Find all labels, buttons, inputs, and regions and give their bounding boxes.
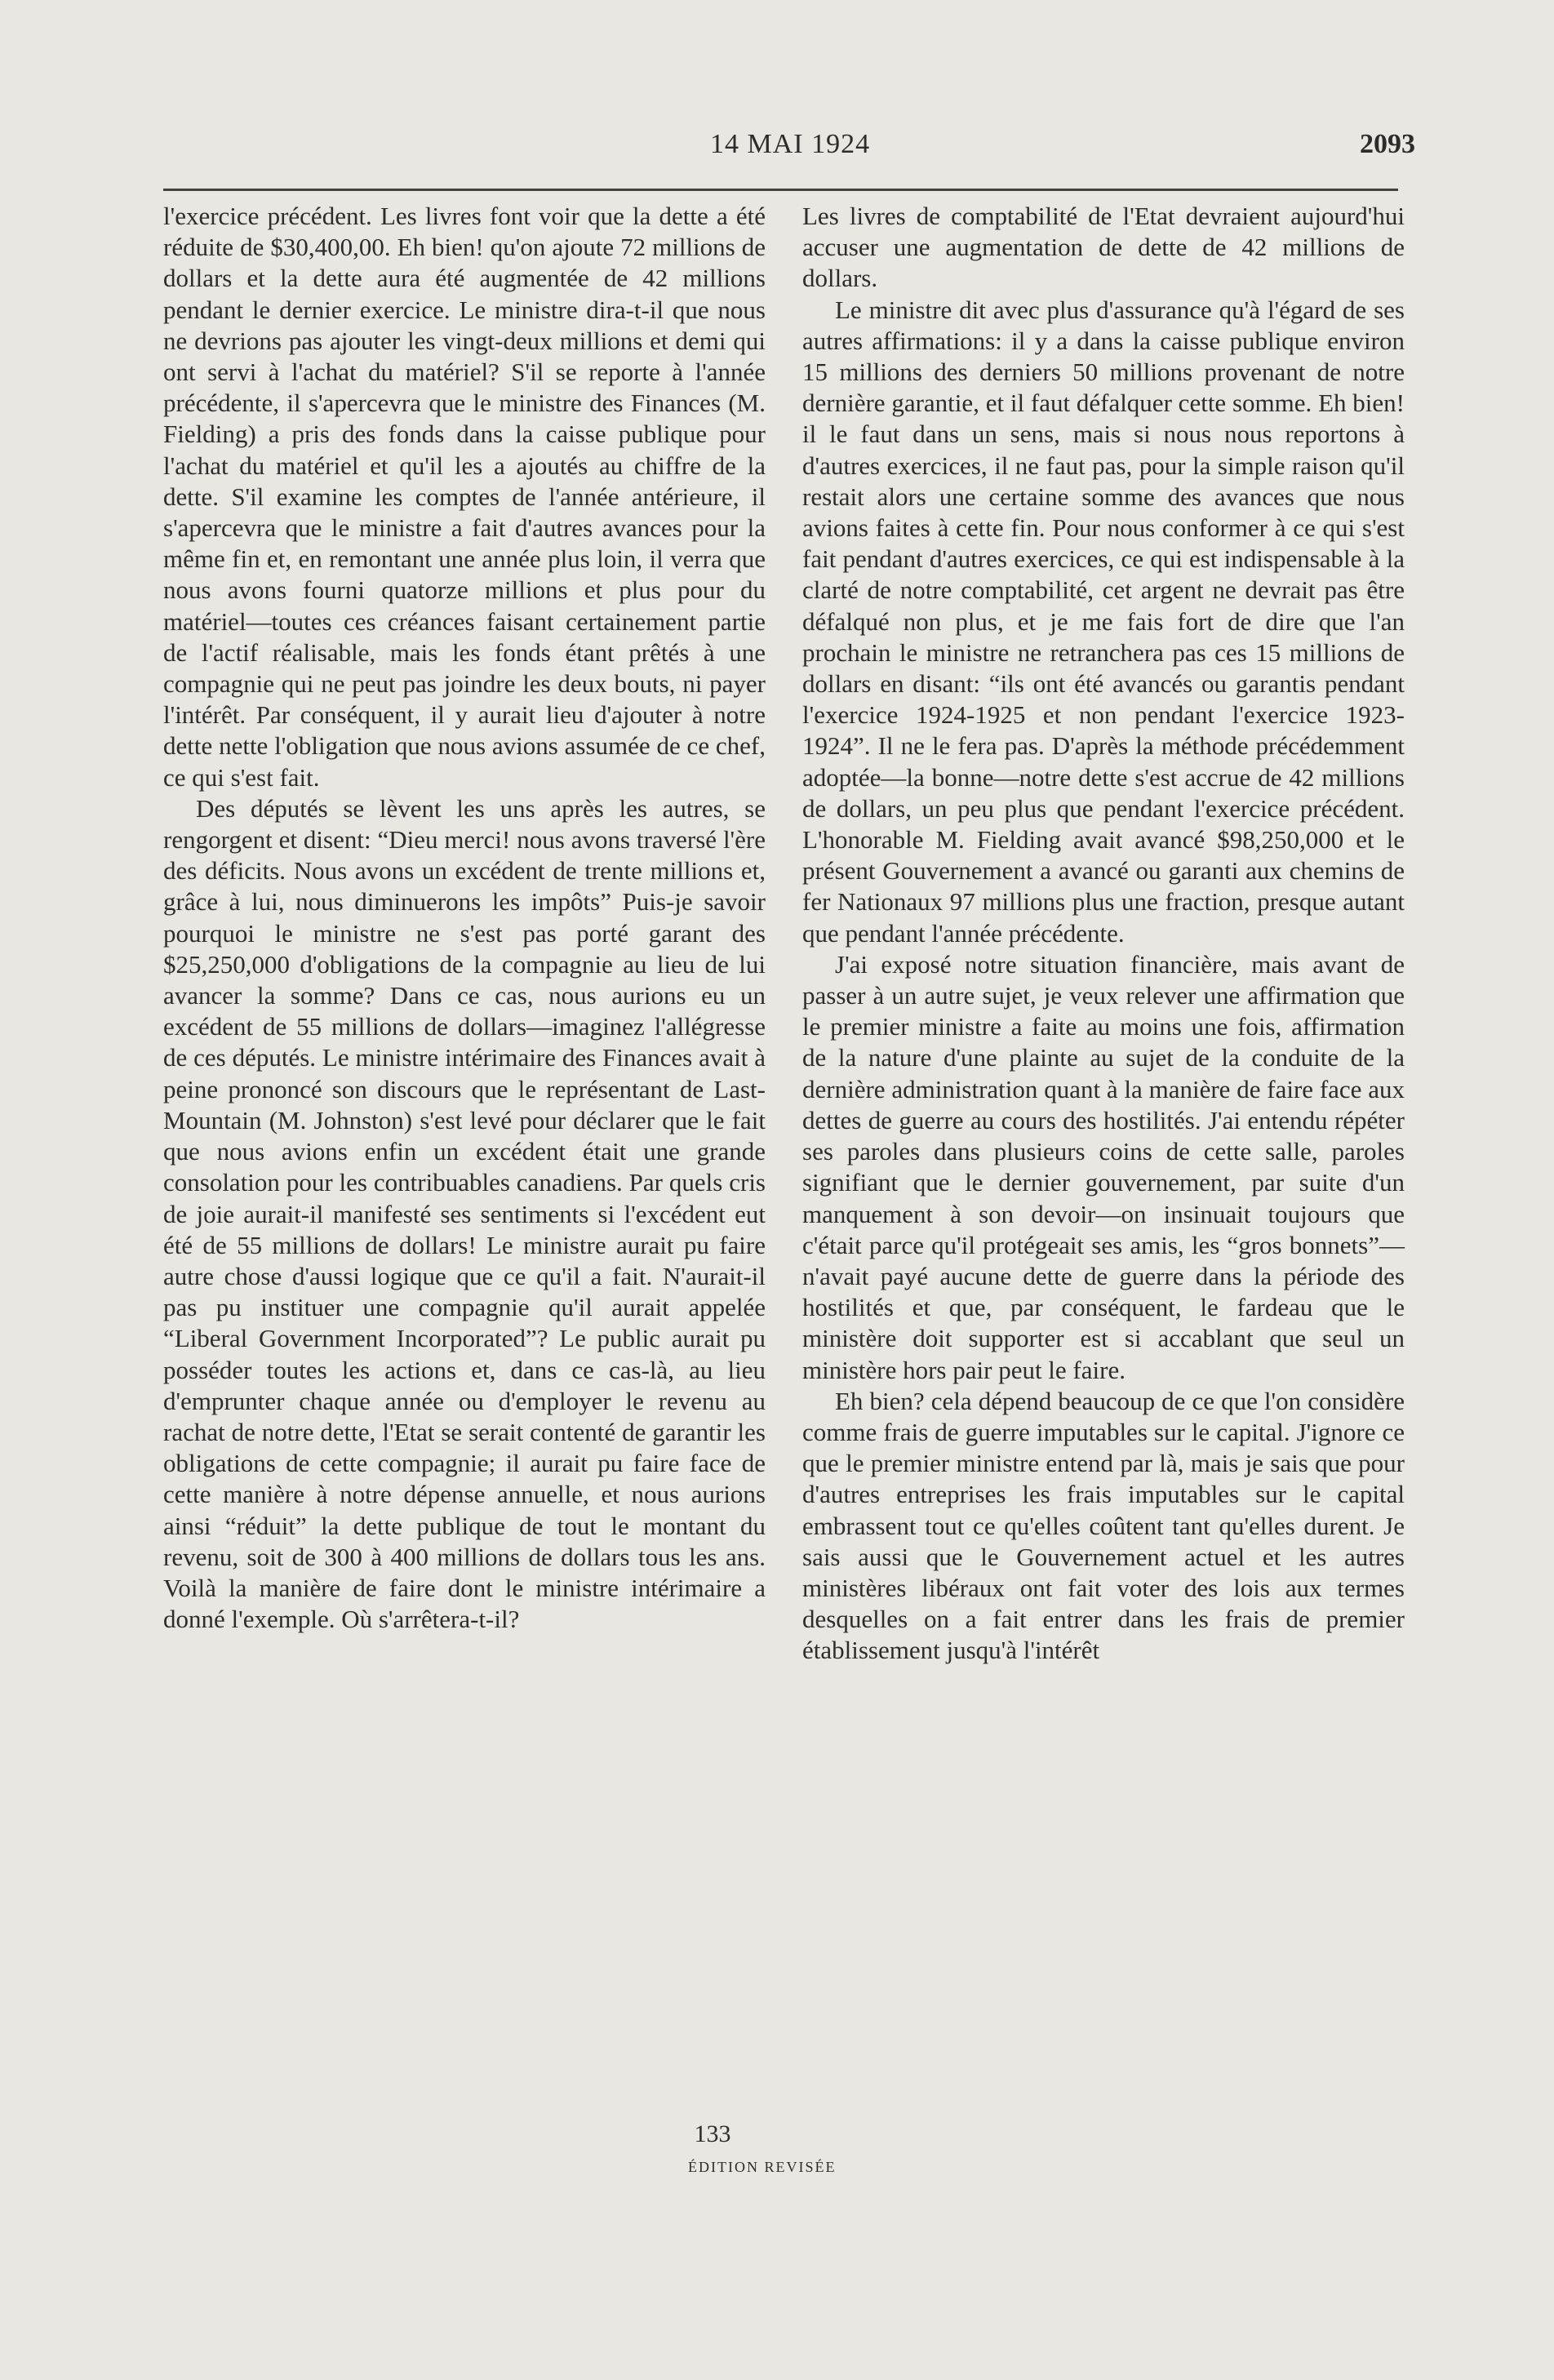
right-column	[802, 201, 1405, 1667]
signature-number: 133	[694, 2120, 731, 2147]
page-header	[0, 129, 1554, 170]
left-column	[163, 201, 766, 1635]
paragraph: Eh bien? cela dépend beaucoup de ce que l'on considère comme frais de guerre imputables sur le capital. J'ignore ce que le premier ministre entend par là, mais je sais que pour d'autres entreprises les frais imputables sur le capital embrassent tout ce qu'elles coûtent tant qu'elles durent. Je sais aussi que le Gouvernement actuel et les autres ministères libéraux ont fait voter des lois aux termes desquelles on a fait entrer dans les frais de premier établissement jusqu'à l'intérêt	[802, 1386, 1405, 1665]
header-rule	[163, 189, 1398, 191]
paragraph: l'exercice précédent. Les livres font voir que la dette a été réduite de $30,400,00. Eh bien! qu'on ajoute 72 millions de dollars et la dette aura été augmentée de 42 millions pendant le dernier exercice. Le ministre dira-t-il que nous ne devrions pas ajouter les vingt-deux millions et demi qui ont servi à l'achat du matériel? S'il se reporte à l'année précédente, il s'apercevra que le ministre des Finances (M. Fielding) a pris des fonds dans la caisse publique pour l'achat du matériel et qu'il les a ajoutés au chiffre de la dette. S'il examine les comptes de l'année antérieure, il s'apercevra que le ministre a fait d'autres avances pour la même fin et, en remontant une année plus loin, il verra que nous avons fourni quatorze millions et plus pour du matériel—toutes ces créances faisant certainement partie de l'actif réalisable, mais les fonds étant prêtés à une compagnie qui ne peut pas joindre les deux bouts, ni payer l'intérêt. Par conséquent, il y aurait lieu d'ajouter à notre dette nette l'obligation que nous avions assumée de ce chef, ce qui s'est fait.	[163, 202, 766, 792]
paragraph: Des députés se lèvent les uns après les autres, se rengorgent et disent: “Dieu merci! nous avons traversé l'ère des déficits. Nous avons un excédent de trente millions et, grâce à lui, nous diminuerons les impôts” Puis-je savoir pourquoi le ministre ne s'est pas porté garant des $25,250,000 d'obligations de la compagnie au lieu de lui avancer la somme? Dans ce cas, nous aurions eu un excédent de 55 millions de dollars—imaginez l'allégresse de ces députés. Le ministre intérimaire des Finances avait à peine prononcé son discours que le représentant de Last-Mountain (M. Johnston) s'est levé pour déclarer que le fait que nous avions enfin un excédent était une grande consolation pour les contribuables canadiens. Par quels cris de joie aurait-il manifesté ses sentiments si l'excédent eut été de 55 millions de dollars! Le ministre aurait pu faire autre chose d'aussi logique que ce qu'il a fait. N'aurait-il pas pu instituer une compagnie qu'il aurait appelée “Liberal Government Incorporated”? Le public aurait pu posséder toutes les actions et, dans ce cas-là, au lieu d'emprunter chaque année ou d'employer le revenu au rachat de notre dette, l'Etat se serait contenté de garantir les obligations de cette compagnie; il aurait pu faire face de cette manière à notre dépense annuelle, et nous aurions ainsi “réduit” la dette publique de tout le montant du revenu, soit de 300 à 400 millions de dollars tous les ans. Voilà la manière de faire dont le ministre intérimaire a donné l'exemple. Où s'arrêtera-t-il?	[163, 793, 766, 1634]
edition-label: ÉDITION REVISÉE	[688, 2159, 837, 2175]
paragraph: Les livres de comptabilité de l'Etat devraient aujourd'hui accuser une augmentation de dette de 42 millions de dollars.	[802, 202, 1405, 293]
paragraph: Le ministre dit avec plus d'assurance qu'à l'égard de ses autres affirmations: il y a dans la caisse publique environ 15 millions des derniers 50 millions provenant de notre dernière garantie, et il faut défalquer cette somme. Eh bien! il le faut dans un sens, mais si nous nous reportons à d'autres exercices, il ne faut pas, pour la simple raison qu'il restait alors une certaine somme des avances que nous avions faites à cette fin. Pour nous conformer à ce qui s'est fait pendant d'autres exercices, ce qui est indispensable à la clarté de notre comptabilité, cet argent ne devrait pas être défalqué non plus, et je me fais fort de dire que l'an prochain le ministre ne retranchera pas ces 15 millions de dollars en disant: “ils ont été avancés ou garantis pendant l'exercice 1924-1925 et non pendant l'exercice 1923-1924”. Il ne le fera pas. D'après la méthode précédemment adoptée—la bonne—notre dette s'est accrue de 42 millions de dollars, un peu plus que pendant l'exercice précédent. L'honorable M. Fielding avait avancé $98,250,000 et le présent Gouvernement a avancé ou garanti aux chemins de fer Nationaux 97 millions plus une fraction, presque autant que pendant l'année précédente.	[802, 295, 1405, 948]
page-number: 2093	[1360, 129, 1415, 159]
paragraph: J'ai exposé notre situation financière, mais avant de passer à un autre sujet, je veux relever une affirmation que le premier ministre a faite au moins une fois, affirmation de la nature d'une plainte au sujet de la conduite de la dernière administration quant à la manière de faire face aux dettes de guerre au cours des hostilités. J'ai entendu répéter ses paroles dans plusieurs coins de cette salle, paroles signifiant que le dernier gouvernement, par suite d'un manquement à son devoir—on insinuait toujours que c'était parce qu'il protégeait ses amis, les “gros bonnets”—n'avait payé aucune dette de guerre dans la période des hostilités et que, par conséquent, le fardeau que le ministère doit supporter est si accablant que seul un ministère hors pair peut le faire.	[802, 949, 1405, 1384]
header-date: 14 MAI 1924	[710, 129, 871, 159]
